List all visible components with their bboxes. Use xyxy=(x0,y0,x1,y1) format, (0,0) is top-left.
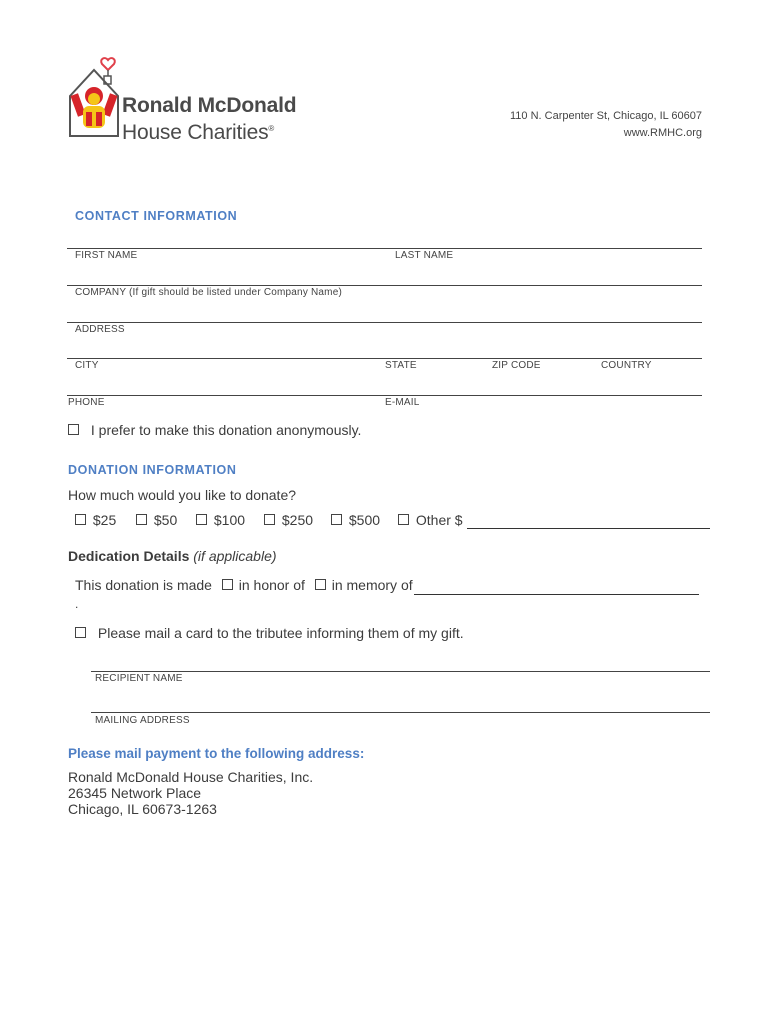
anonymous-row xyxy=(68,422,361,438)
rule-recipient xyxy=(91,671,710,672)
amount-other-label: Other $ xyxy=(415,512,463,528)
anonymous-label: I prefer to make this donation anonymously. xyxy=(90,422,362,438)
amount-50-checkbox[interactable] xyxy=(136,514,147,525)
header-address xyxy=(442,108,702,142)
amount-50 xyxy=(136,512,177,528)
header-street: 110 N. Carpenter St, Chicago, IL 60607 xyxy=(509,110,702,122)
rule-company xyxy=(67,285,702,286)
logo-name-line2: House Charities® xyxy=(122,121,275,144)
made-prefix: This donation is made xyxy=(75,577,212,593)
amount-25-checkbox[interactable] xyxy=(75,514,86,525)
payment-address xyxy=(68,769,313,817)
amount-250-label: $250 xyxy=(281,512,314,528)
phone-label: PHONE xyxy=(68,397,105,408)
amount-100 xyxy=(196,512,245,528)
donation-section-title: DONATION INFORMATION xyxy=(68,463,237,477)
dedication-title: Dedication Details (if applicable) xyxy=(68,548,277,564)
amount-25 xyxy=(75,512,116,528)
header-website[interactable]: www.RMHC.org xyxy=(623,127,702,139)
dedication-note: (if applicable) xyxy=(193,548,277,564)
dedication-made-row xyxy=(75,577,413,593)
amount-25-label: $25 xyxy=(92,512,117,528)
last-name-label: LAST NAME xyxy=(395,250,454,261)
other-amount-field[interactable] xyxy=(467,528,710,529)
payment-line3: Chicago, IL 60673-1263 xyxy=(68,801,217,817)
recipient-name-label: RECIPIENT NAME xyxy=(95,673,183,684)
amount-500-label: $500 xyxy=(348,512,381,528)
amount-500-checkbox[interactable] xyxy=(331,514,342,525)
company-label: COMPANY (If gift should be listed under Company Name) xyxy=(75,287,343,298)
email-label: E-MAIL xyxy=(385,397,420,408)
rule-mailing xyxy=(91,712,710,713)
mail-card-row xyxy=(75,625,464,641)
rule-name xyxy=(67,248,702,249)
amount-other-checkbox[interactable] xyxy=(398,514,409,525)
rule-city xyxy=(67,358,702,359)
amount-250 xyxy=(264,512,313,528)
rule-address xyxy=(67,322,702,323)
city-label: CITY xyxy=(75,360,99,371)
memory-label: in memory of xyxy=(331,577,413,593)
zip-label: ZIP CODE xyxy=(492,360,541,371)
tributee-field[interactable] xyxy=(414,594,699,595)
mail-card-checkbox[interactable] xyxy=(75,627,86,638)
rule-phone xyxy=(67,395,702,396)
amount-100-label: $100 xyxy=(213,512,246,528)
mailing-address-label: MAILING ADDRESS xyxy=(95,715,190,726)
amount-50-label: $50 xyxy=(153,512,178,528)
donation-question: How much would you like to donate? xyxy=(68,487,297,503)
country-label: COUNTRY xyxy=(601,360,652,371)
amount-500 xyxy=(331,512,380,528)
address-label: ADDRESS xyxy=(75,324,125,335)
amount-other xyxy=(398,512,463,528)
house-heart-icon xyxy=(66,56,122,140)
payment-heading: Please mail payment to the following address: xyxy=(68,746,365,761)
dedication-dot: . xyxy=(75,597,79,611)
amount-250-checkbox[interactable] xyxy=(264,514,275,525)
first-name-label: FIRST NAME xyxy=(75,250,138,261)
anonymous-checkbox[interactable] xyxy=(68,424,79,435)
payment-line2: 26345 Network Place xyxy=(68,785,202,801)
logo-name-line1: Ronald McDonald xyxy=(122,94,297,117)
payment-line1: Ronald McDonald House Charities, Inc. xyxy=(68,769,314,785)
honor-label: in honor of xyxy=(238,577,305,593)
contact-section-title: CONTACT INFORMATION xyxy=(75,209,238,223)
rmhc-logo xyxy=(66,56,306,144)
amount-100-checkbox[interactable] xyxy=(196,514,207,525)
state-label: STATE xyxy=(385,360,417,371)
memory-checkbox[interactable] xyxy=(315,579,326,590)
mail-card-label: Please mail a card to the tributee informing them of my gift. xyxy=(97,625,464,641)
honor-checkbox[interactable] xyxy=(222,579,233,590)
